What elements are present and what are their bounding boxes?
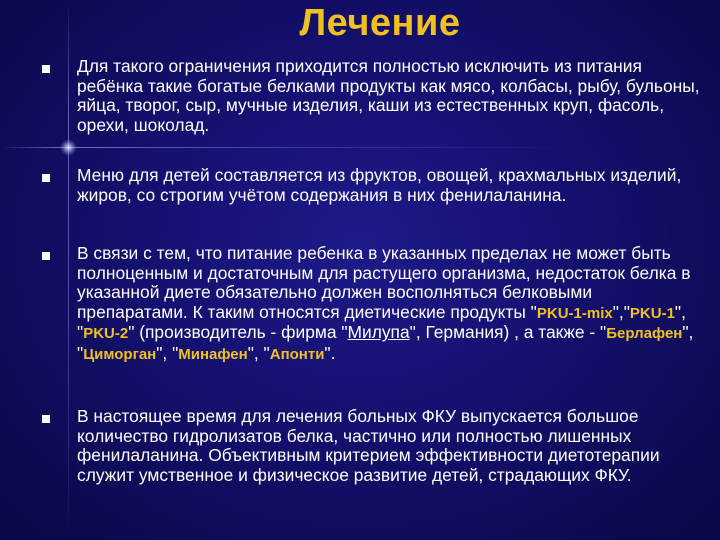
product-name: Берлафен bbox=[606, 325, 683, 343]
product-name: Минафен bbox=[178, 345, 248, 363]
decorative-glow bbox=[60, 139, 77, 156]
decorative-vertical-line bbox=[68, 0, 69, 540]
product-name: Апонти bbox=[269, 345, 325, 363]
paragraph-1: Для такого ограничения приходится полностью исключить из питания ребёнка такие богатые белками продукты как мясо, колбасы, рыбу, бульоны, яйца, творог, сыр, мучные изделия, каши из естественных круп, фасоль, орехи, шоколад. bbox=[77, 56, 700, 135]
manufacturer-name: Милупа bbox=[347, 322, 410, 343]
product-name: PKU-1 bbox=[629, 304, 675, 322]
product-name: PKU-1-mix bbox=[536, 304, 613, 322]
decorative-horizontal-line bbox=[0, 147, 720, 148]
square-bullet-icon bbox=[42, 252, 50, 260]
square-bullet-icon bbox=[42, 415, 50, 423]
square-bullet-icon bbox=[42, 65, 50, 73]
product-name: PKU-2 bbox=[83, 325, 129, 343]
square-bullet-icon bbox=[42, 174, 50, 182]
paragraph-3: В связи с тем, что питание ребенка в указанных пределах не может быть полноценным и достаточным для растущего организма, недостаток белка в указанной диете обязательно должен восполняться белковыми препаратами. К таким относятся диетические продукты "PKU-1-mix","PKU-1", "PKU-2" (производитель - фирма "Милупа", Германия) , а также - "Берлафен", "Циморган", "Минафен", "Апонти". bbox=[77, 243, 694, 363]
paragraph-2: Меню для детей составляется из фруктов, овощей, крахмальных изделий, жиров, со строгим учётом содержания в них фенилаланина. bbox=[77, 165, 682, 205]
product-name: Циморган bbox=[83, 345, 157, 363]
paragraph-4: В настоящее время для лечения больных ФКУ выпускается большое количество гидролизатов белка, частично или полностью лишенных фенилаланина. Объективным критерием эффективности диетотерапии служит умственное и физическое развитие детей, страдающих ФКУ. bbox=[77, 406, 660, 485]
slide-title: Лечение bbox=[299, 2, 461, 44]
